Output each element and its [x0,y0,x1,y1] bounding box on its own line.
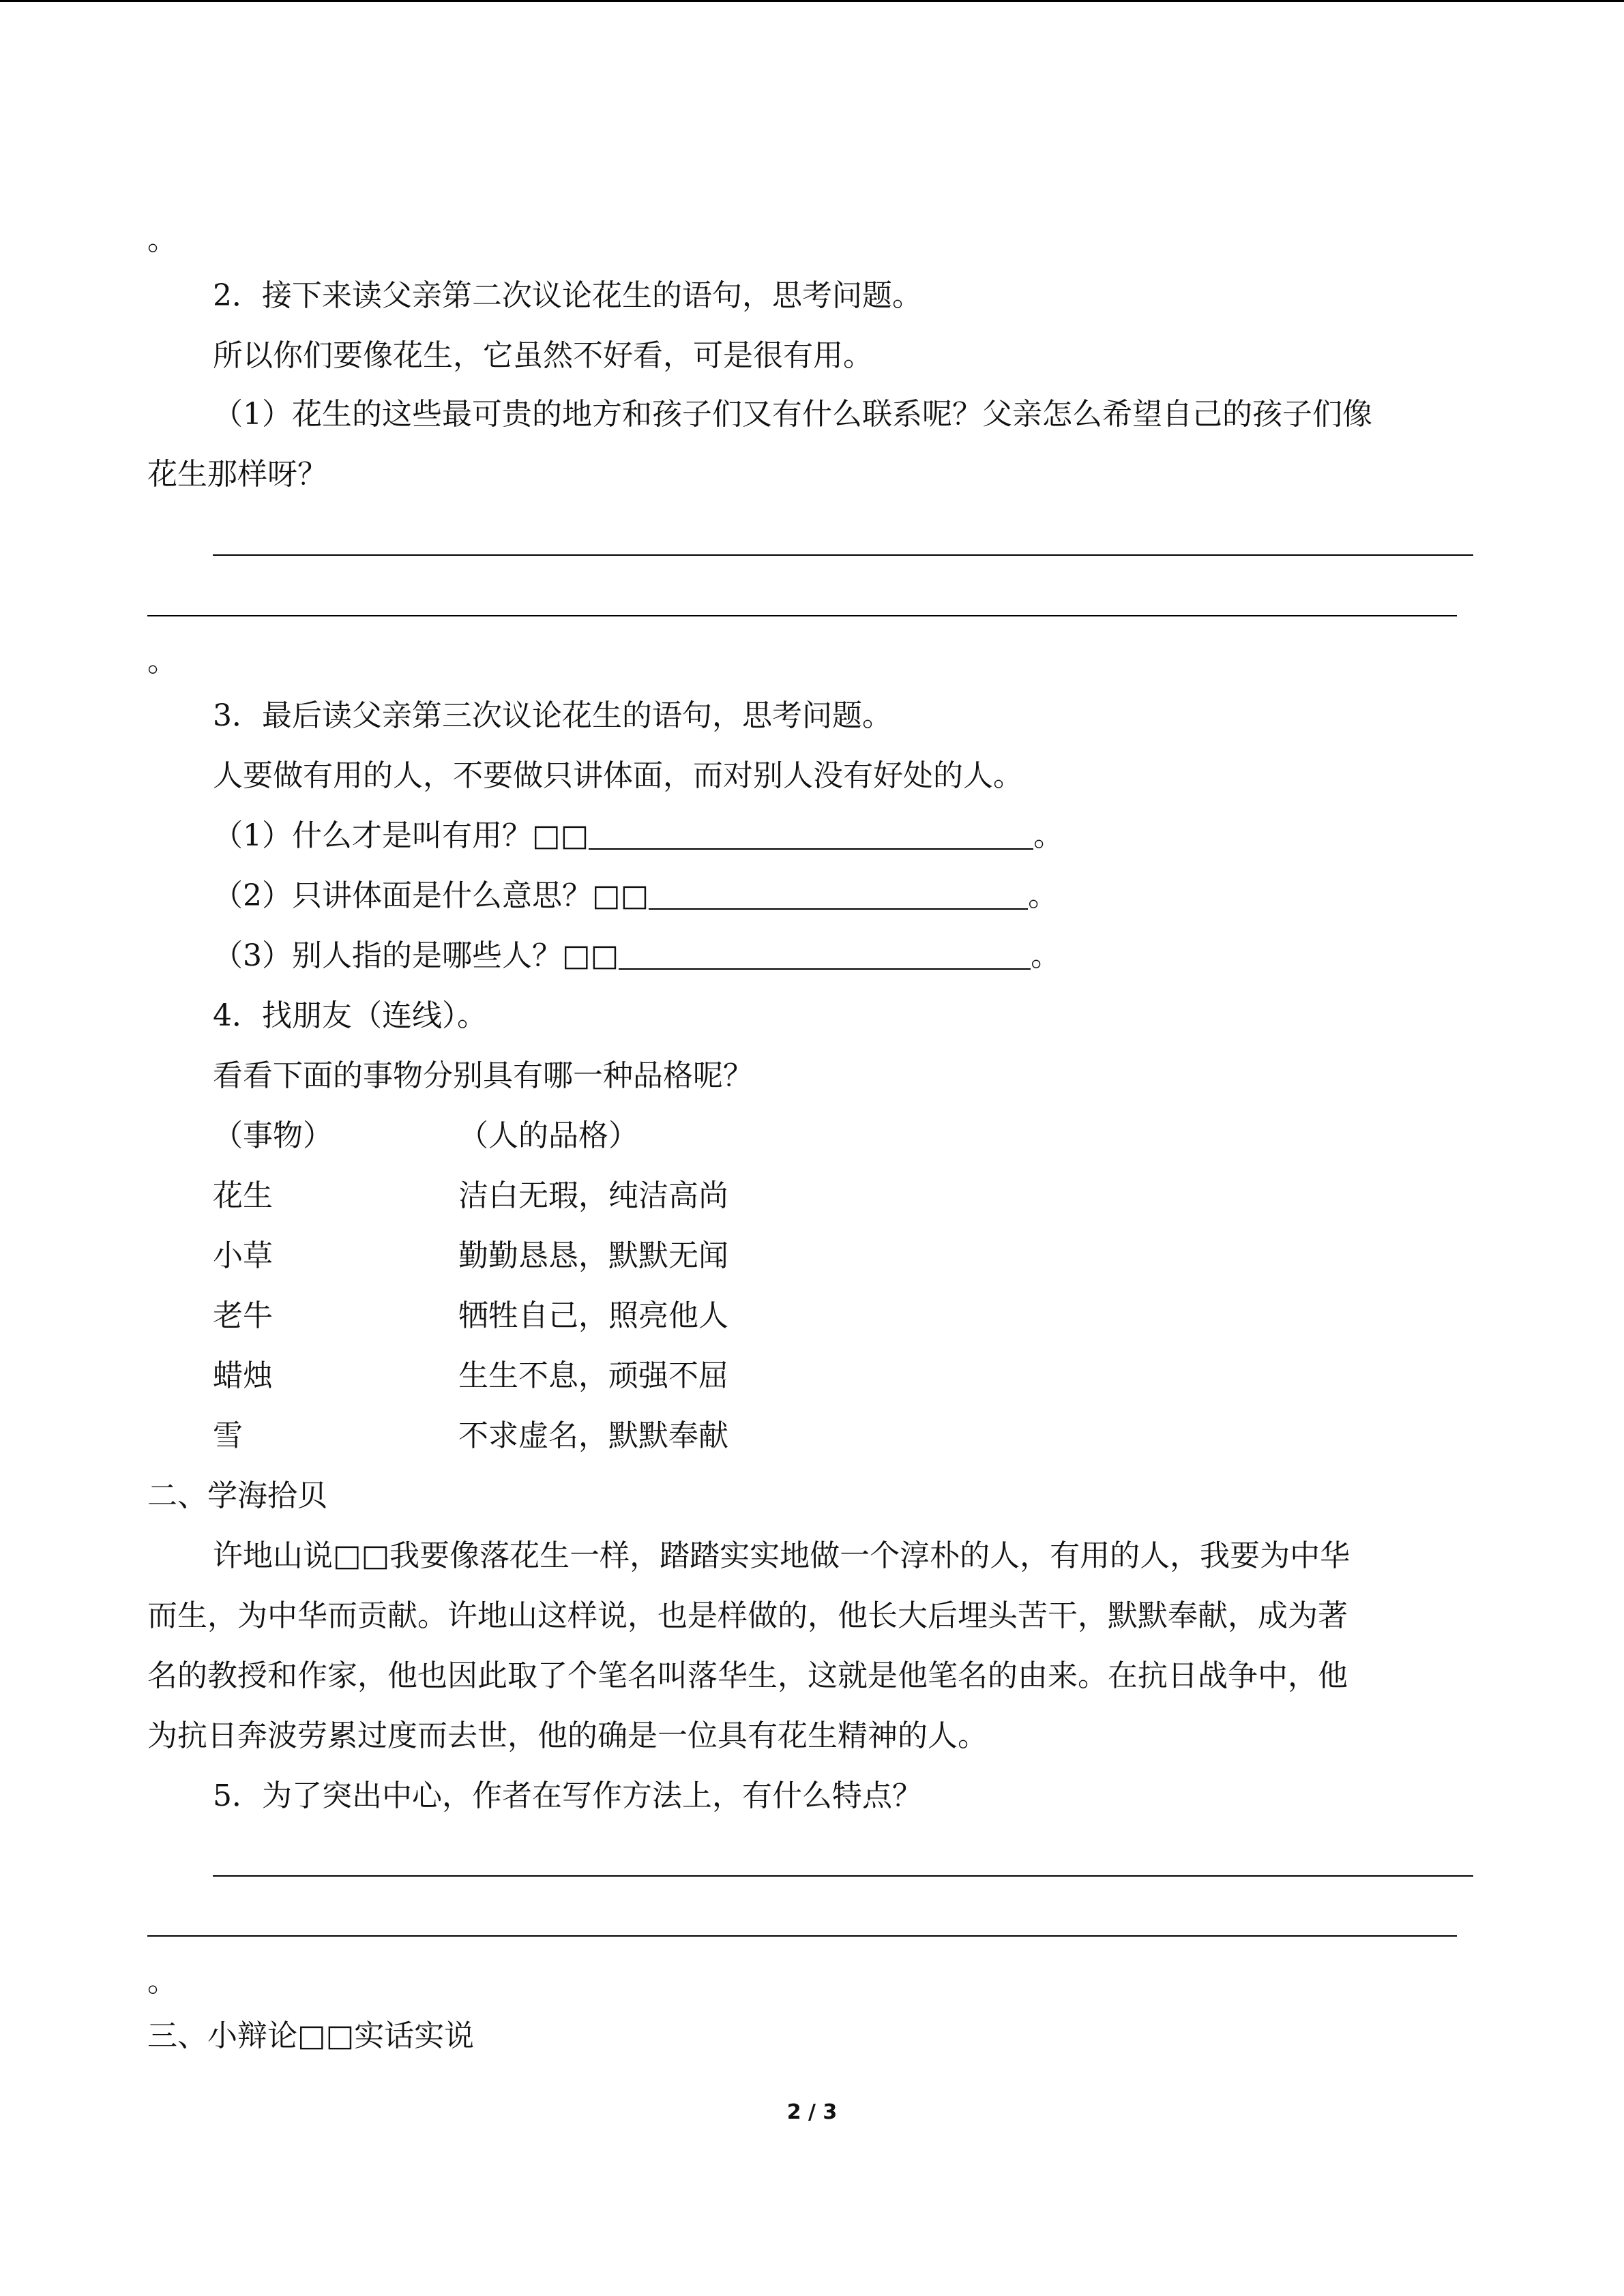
question-4-prompt: 看看下面的事物分别具有哪一种品格呢？ [213,1058,753,1093]
blank-period: 。 [1028,878,1059,913]
trailing-period: 。 [147,644,177,679]
match-thing[interactable]: 蜡烛 [213,1358,273,1393]
blank-period: 。 [1031,938,1061,973]
match-thing[interactable]: 雪 [213,1418,243,1453]
match-quality[interactable]: 牺牲自己，照亮他人 [458,1298,728,1333]
question-5-title: 5．为了突出中心，作者在写作方法上，有什么特点？ [213,1778,922,1813]
fill-blank[interactable] [649,878,1028,910]
match-thing[interactable]: 小草 [213,1238,273,1273]
question-3-sub1-text: （1）什么才是叫有用？□□ [213,818,589,853]
question-3-sub3-text: （3）别人指的是哪些人？□□ [213,938,619,973]
match-thing[interactable]: 花生 [213,1178,273,1213]
section-3-title: 三、小辩论□□实话实说 [147,2018,475,2053]
match-quality[interactable]: 勤勤恳恳，默默无闻 [458,1238,728,1273]
passage-line-2: 而生，为中华而贡献。许地山这样说，也是样做的，他长大后埋头苦干，默默奉献，成为著 [147,1598,1348,1633]
answer-line[interactable] [213,1875,1473,1877]
passage-line-3: 名的教授和作家，他也因此取了个笔名叫落华生，这就是他笔名的由来。在抗日战争中，他 [147,1658,1348,1693]
question-2-sub1-line1: （1）花生的这些最可贵的地方和孩子们又有什么联系呢？父亲怎么希望自己的孩子们像 [213,397,1372,432]
match-thing[interactable]: 老牛 [213,1298,273,1333]
question-3-title: 3．最后读父亲第三次议论花生的语句，思考问题。 [213,698,892,733]
match-header-left: （事物） [213,1118,333,1153]
question-3-sub1 [213,816,1063,856]
answer-line[interactable] [147,1935,1457,1937]
section-2-title: 二、学海拾贝 [147,1478,327,1513]
fill-blank[interactable] [619,938,1031,970]
match-quality[interactable]: 不求虚名，默默奉献 [458,1418,728,1453]
answer-line[interactable] [147,615,1457,616]
match-quality[interactable]: 生生不息，顽强不屈 [458,1358,728,1393]
question-2-sub1-line2: 花生那样呀？ [147,457,327,492]
page-number: 2 / 3 [786,2100,838,2124]
trailing-period: 。 [147,222,177,257]
passage-line-4: 为抗日奔波劳累过度而去世，他的确是一位具有花生精神的人。 [147,1718,988,1753]
match-header-right: （人的品格） [458,1118,638,1153]
trailing-period: 。 [147,1964,177,1999]
question-3-sub2 [213,876,1058,916]
answer-line[interactable] [213,554,1473,556]
question-2-quote: 所以你们要像花生，它虽然不好看，可是很有用。 [213,338,873,373]
passage-line-1: 许地山说□□我要像落花生一样，踏踏实实地做一个淳朴的人，有用的人，我要为中华 [213,1538,1350,1573]
question-3-sub2-text: （2）只讲体面是什么意思？□□ [213,878,649,913]
question-3-sub3 [213,936,1061,976]
blank-period: 。 [1033,818,1064,853]
match-quality[interactable]: 洁白无瑕，纯洁高尚 [458,1178,728,1213]
fill-blank[interactable] [589,818,1033,850]
question-4-title: 4．找朋友（连线）。 [213,998,487,1033]
question-3-quote: 人要做有用的人，不要做只讲体面，而对别人没有好处的人。 [213,758,1023,793]
question-2-title: 2．接下来读父亲第二次议论花生的语句，思考问题。 [213,278,922,313]
